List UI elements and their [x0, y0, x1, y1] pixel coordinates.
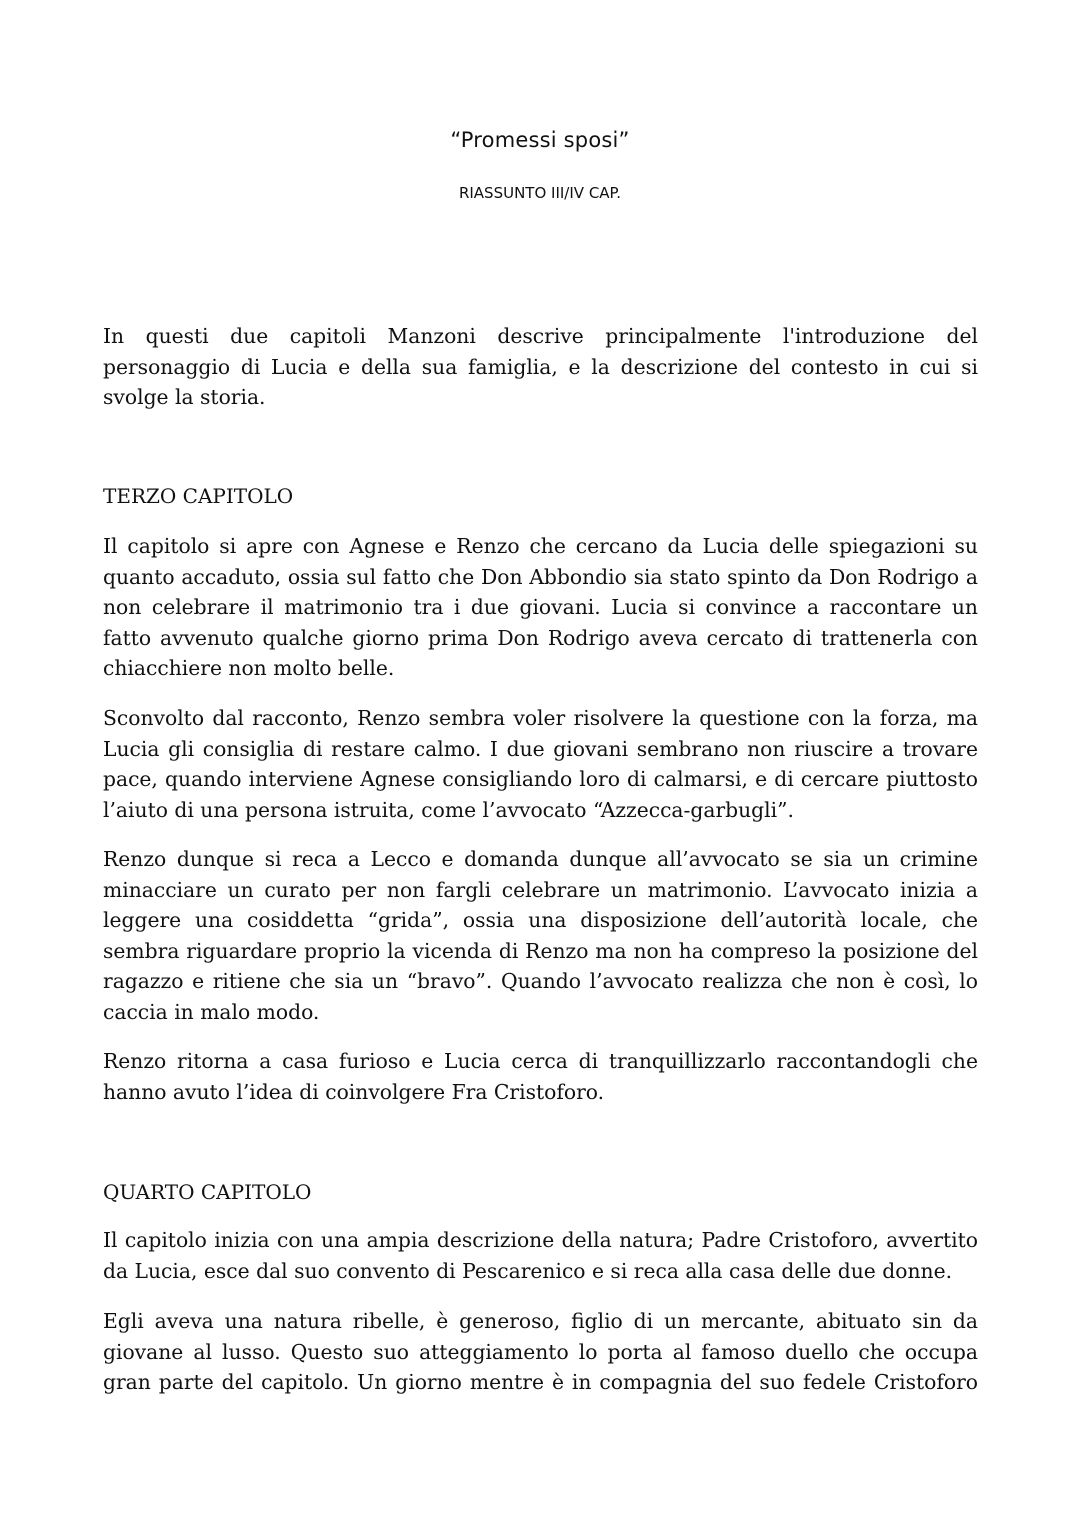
section-heading-terzo: TERZO CAPITOLO — [103, 484, 294, 508]
quarto-paragraph-1: Il capitolo inizia con una ampia descrizione della natura; Padre Cristoforo, avvertito da Lucia, esce dal suo convento di Pescarenico e si reca alla casa delle due donne. — [103, 1228, 978, 1283]
terzo-paragraph-4: Renzo ritorna a casa furioso e Lucia cerca di tranquillizzarlo raccontandogli che hanno avuto l’idea di coinvolgere Fra Cristoforo. — [103, 1049, 978, 1104]
section-heading-quarto: QUARTO CAPITOLO — [103, 1180, 312, 1204]
terzo-paragraph-3: Renzo dunque si reca a Lecco e domanda dunque all’avvocato se sia un crimine minacciare un curato per non fargli celebrare un matrimonio. L’avvocato inizia a leggere una cosiddetta “grida”, ossia una disposizione dell’autorità locale, che sembra riguardare proprio la vicenda di Renzo ma non ha compreso la posizione del ragazzo e ritiene che sia un “bravo”. Quando l’avvocato realizza che non è così, lo caccia in malo modo. — [103, 847, 978, 1024]
document-subtitle: RIASSUNTO III/IV CAP. — [458, 184, 622, 202]
terzo-paragraph-1: Il capitolo si apre con Agnese e Renzo che cercano da Lucia delle spiegazioni su quanto accaduto, ossia sul fatto che Don Abbondio sia stato spinto da Don Rodrigo a non celebrare il matrimonio tra i due giovani. Lucia si convince a raccontare un fatto avvenuto qualche giorno prima Don Rodrigo aveva cercato di trattenerla con chiacchiere non molto belle. — [103, 534, 978, 680]
terzo-paragraph-2: Sconvolto dal racconto, Renzo sembra voler risolvere la questione con la forza, ma Lucia gli consiglia di restare calmo. I due giovani sembrano non riuscire a trovare pace, quando interviene Agnese consigliando loro di calmarsi, e di cercare piuttosto l’aiuto di una persona istruita, come l’avvocato “Azzecca-garbugli”. — [103, 706, 978, 822]
intro-paragraph: In questi due capitoli Manzoni descrive principalmente l'introduzione del personaggio di Lucia e della sua famiglia, e la descrizione del contesto in cui si svolge la storia. — [103, 324, 978, 409]
document-title: “Promessi sposi” — [450, 128, 630, 152]
quarto-paragraph-2: Egli aveva una natura ribelle, è generoso, figlio di un mercante, abituato sin da giovane al lusso. Questo suo atteggiamento lo porta al famoso duello che occupa gran parte del capitolo. Un giorno mentre è in compagnia del suo fedele Cristoforo — [103, 1309, 978, 1394]
